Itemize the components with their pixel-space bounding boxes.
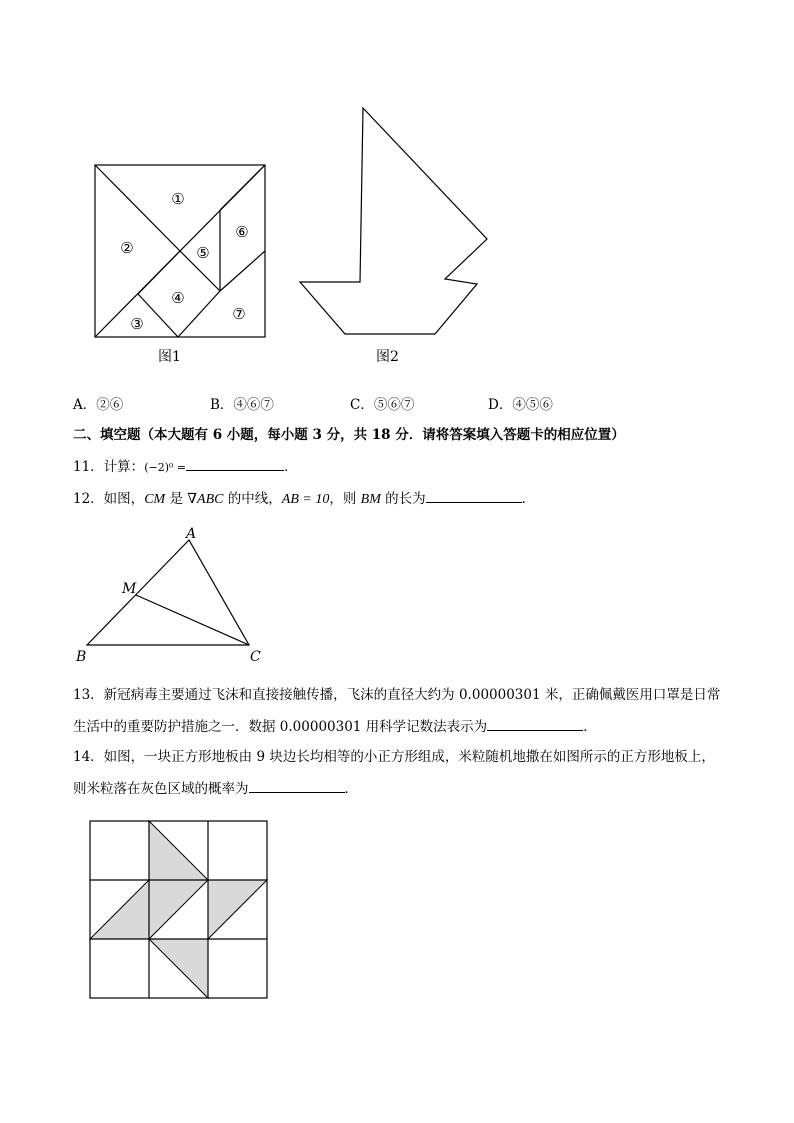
choice-c: C．⑤⑥⑦ (350, 397, 415, 413)
vertex-c: C (250, 649, 261, 665)
question-14-line2: 则米粒落在灰色区域的概率为 ． (73, 778, 358, 798)
answer-blank[interactable] (426, 488, 522, 503)
question-13: 13．新冠病毒主要通过飞沫和直接接触传播，飞沫的直径大约为 0.00000301 米，正确佩戴医用口罩是日常 (73, 687, 721, 703)
choice-b: B．④⑥⑦ (210, 397, 274, 413)
answer-blank[interactable] (487, 716, 583, 731)
question-11: 11．计算：(−2)⁰ = ． (73, 456, 298, 477)
triangle-abc (87, 540, 249, 645)
choice-a: A．②⑥ (73, 397, 124, 413)
shaded-triangle (90, 880, 149, 939)
piece-label-1: ① (171, 190, 185, 208)
sailboat-outline (300, 108, 487, 334)
shaded-triangle (149, 939, 208, 998)
shaded-triangle (208, 880, 267, 939)
vertex-m: M (122, 581, 137, 597)
figure-2-caption: 图2 (376, 349, 399, 365)
tangram-diagonal (95, 165, 180, 251)
piece-label-6: ⑥ (235, 223, 249, 241)
shaded-triangle (149, 821, 208, 880)
vertex-a: A (186, 526, 197, 542)
shaded-triangle (149, 880, 208, 939)
piece-label-5: ⑤ (196, 244, 210, 262)
sailboat-figure (295, 104, 495, 344)
median-cm (136, 595, 249, 645)
floor-grid-figure (86, 818, 272, 1003)
question-14: 14．如图，一块正方形地板由 9 块边长均相等的小正方形组成，米粒随机地撒在如图所示的正方形地板上， (73, 749, 715, 765)
question-12: 12．如图，CM 是 ∇ABC 的中线，AB = 10，则 BM 的长为 ． (73, 488, 535, 509)
piece-label-4: ④ (171, 289, 185, 307)
piece-label-3: ③ (130, 315, 144, 333)
answer-blank[interactable] (249, 778, 345, 793)
section-heading: 二、填空题（本大题有 6 小题，每小题 3 分，共 18 分．请将答案填入答题卡的相应位置） (73, 427, 625, 443)
tangram-figure (90, 160, 275, 345)
answer-blank[interactable] (186, 456, 284, 471)
piece-label-7: ⑦ (232, 305, 246, 323)
choice-d: D．④⑤⑥ (488, 397, 553, 413)
triangle-figure (72, 524, 272, 669)
piece-label-2: ② (120, 239, 134, 257)
vertex-b: B (76, 649, 87, 665)
figure-1-caption: 图1 (158, 349, 181, 365)
question-13-line2: 生活中的重要防护措施之一．数据 0.00000301 用科学记数法表示为 ． (73, 716, 597, 736)
